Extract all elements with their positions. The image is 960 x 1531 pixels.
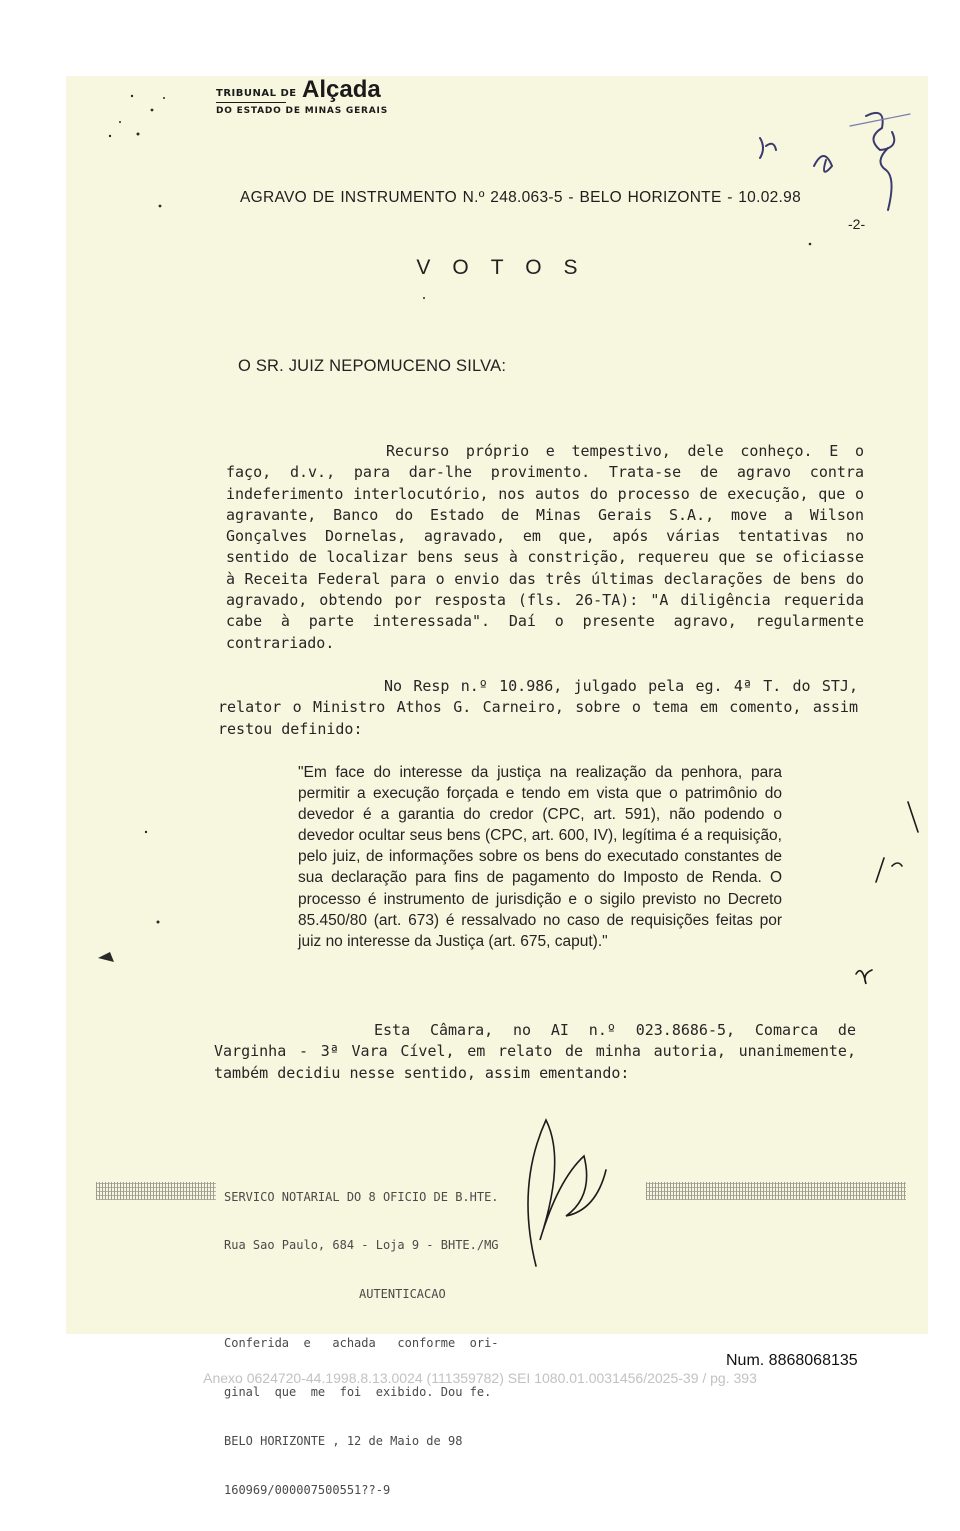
handwritten-scribble	[814, 156, 832, 172]
notary-line-1: SERVICO NOTARIAL DO 8 OFICIO DE B.HTE.	[224, 1189, 499, 1204]
handwritten-annotations	[66, 76, 928, 1334]
margin-tick-1	[908, 802, 918, 832]
notary-signature	[528, 1120, 606, 1266]
notary-line-4: Conferida e achada conforme ori-	[224, 1336, 499, 1351]
court-logo-bottom-text: DO ESTADO DE MINAS GERAIS	[216, 106, 388, 116]
notary-line-3: AUTENTICACAO	[359, 1287, 446, 1302]
section-heading-votos: VOTOS	[416, 256, 600, 279]
notary-line-6: BELO HORIZONTE , 12 de Maio de 98	[224, 1434, 463, 1449]
margin-tick-2	[876, 858, 902, 882]
scan-speck	[98, 952, 114, 962]
court-logo-wordmark: Alçada	[302, 76, 381, 103]
paragraph-2: No Resp n.º 10.986, julgado pela eg. 4ª T. do STJ, relator o Ministro Athos G. Carneiro, sobre o tema em comento, assim restou definido:	[218, 677, 858, 738]
court-logo-top-text: TRIBUNAL DE	[216, 88, 297, 99]
handwritten-loop	[880, 148, 891, 210]
case-title-line: AGRAVO DE INSTRUMENTO N.º 248.063-5 - BELO HORIZONTE - 10.02.98	[240, 189, 801, 206]
handwritten-number-31	[760, 138, 776, 158]
footer-reference: Anexo 0624720-44.1998.8.13.0024 (111359782) SEI 1080.01.0031456/2025-39 / pg. 393	[203, 1370, 757, 1386]
document-number: Num. 8868068135	[726, 1352, 858, 1369]
page-number-mark: -2-	[848, 216, 866, 232]
jurisprudence-quote: "Em face do interesse da justiça na realização da penhora, para permitir a execução forçada e tendo em vista que o patrimônio do devedor é a garantia do credor (CPC, art. 591), não podendo o devedor ocultar seus bens (CPC, art. 600, IV), legítima é a requisição, pelo juiz, de informações sobre os bens do executado constantes de sua declaração para fins de pagamento do Imposto de Renda. O processo é instrumento de jurisdição e o sigilo previsto no Decreto 85.450/80 (art. 673) é ressalvado no caso de requisições feitas por juiz no interesse da Justiça (art. 675, caput)."	[298, 764, 782, 950]
paragraph-1: Recurso próprio e tempestivo, dele conheço. E o faço, d.v., para dar-lhe provimento. Trata-se de agravo contra indeferimento interlocutório, nos autos do processo de execução, que o agravante, Banco do Estado de Minas Gerais S.A., move a Wilson Gonçalves Dornelas, agravado, em que, após várias tentativas no sentido de localizar bens seus à constrição, requereu que se oficiasse à Receita Federal para o envio das três últimas declarações de bens do agravado, obtendo por resposta (fls. 26-TA): "A diligência requerida cabe à parte interessada". Daí o presente agravo, regularmente contrariado.	[226, 442, 864, 652]
notary-line-5: ginal que me foi exibido. Dou fe.	[224, 1385, 492, 1400]
notary-line-7: 160969/000007500551??-9	[224, 1482, 391, 1497]
paragraph-3: Esta Câmara, no AI n.º 023.8686-5, Comarca de Varginha - 3ª Vara Cível, em relato de minha autoria, unanimemente, também decidiu nesse sentido, assim ementando:	[214, 1021, 856, 1082]
notary-line-2: Rua Sao Paulo, 684 - Loja 9 - BHTE./MG	[224, 1238, 499, 1253]
margin-initials	[856, 970, 872, 984]
judge-heading: O SR. JUIZ NEPOMUCENO SILVA:	[238, 357, 507, 375]
